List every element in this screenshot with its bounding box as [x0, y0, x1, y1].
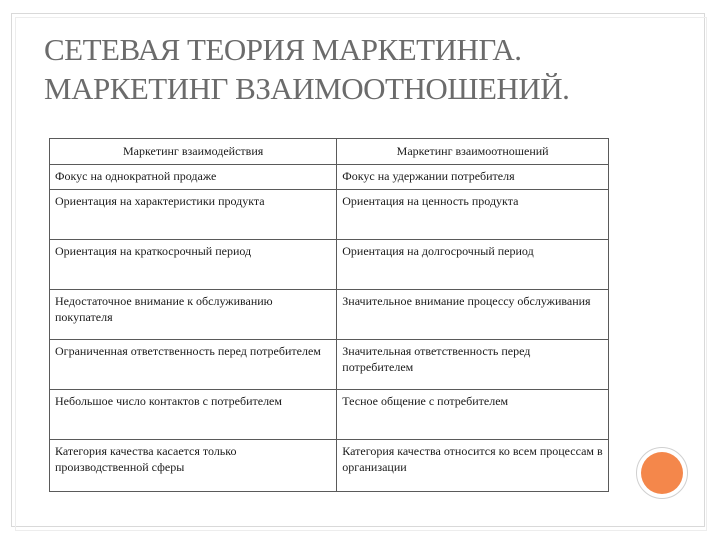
table-cell: Категория качества касается только производственной сферы [50, 440, 337, 492]
comparison-table [49, 138, 609, 492]
table-row [50, 165, 609, 190]
title-line-2: МАРКЕТИНГ ВЗАИМООТНОШЕНИЙ. [44, 71, 570, 106]
table-cell: Значительная ответственность перед потребителем [337, 340, 609, 390]
table-cell: Ориентация на долгосрочный период [337, 240, 609, 290]
table-cell: Недостаточное внимание к обслуживанию покупателя [50, 290, 337, 340]
table-cell: Небольшое число контактов с потребителем [50, 390, 337, 440]
table-cell: Фокус на однократной продаже [50, 165, 337, 190]
column-header-relationship: Маркетинг взаимоотношений [337, 139, 609, 165]
table-row [50, 240, 609, 290]
table-row [50, 390, 609, 440]
table-cell: Ориентация на краткосрочный период [50, 240, 337, 290]
table-row [50, 190, 609, 240]
column-header-interaction: Маркетинг взаимодействия [50, 139, 337, 165]
table-row [50, 440, 609, 492]
page-title [44, 30, 664, 108]
table-cell: Ориентация на характеристики продукта [50, 190, 337, 240]
table-row [50, 340, 609, 390]
table-header-row [50, 139, 609, 165]
table-cell: Тесное общение с потребителем [337, 390, 609, 440]
table-cell: Ориентация на ценность продукта [337, 190, 609, 240]
table-cell: Категория качества относится ко всем процессам в организации [337, 440, 609, 492]
table-cell: Значительное внимание процессу обслуживания [337, 290, 609, 340]
decorative-orange-circle [641, 452, 683, 494]
table-cell: Фокус на удержании потребителя [337, 165, 609, 190]
table-row [50, 290, 609, 340]
table-cell: Ограниченная ответственность перед потребителем [50, 340, 337, 390]
title-line-1: СЕТЕВАЯ ТЕОРИЯ МАРКЕТИНГА. [44, 32, 522, 67]
